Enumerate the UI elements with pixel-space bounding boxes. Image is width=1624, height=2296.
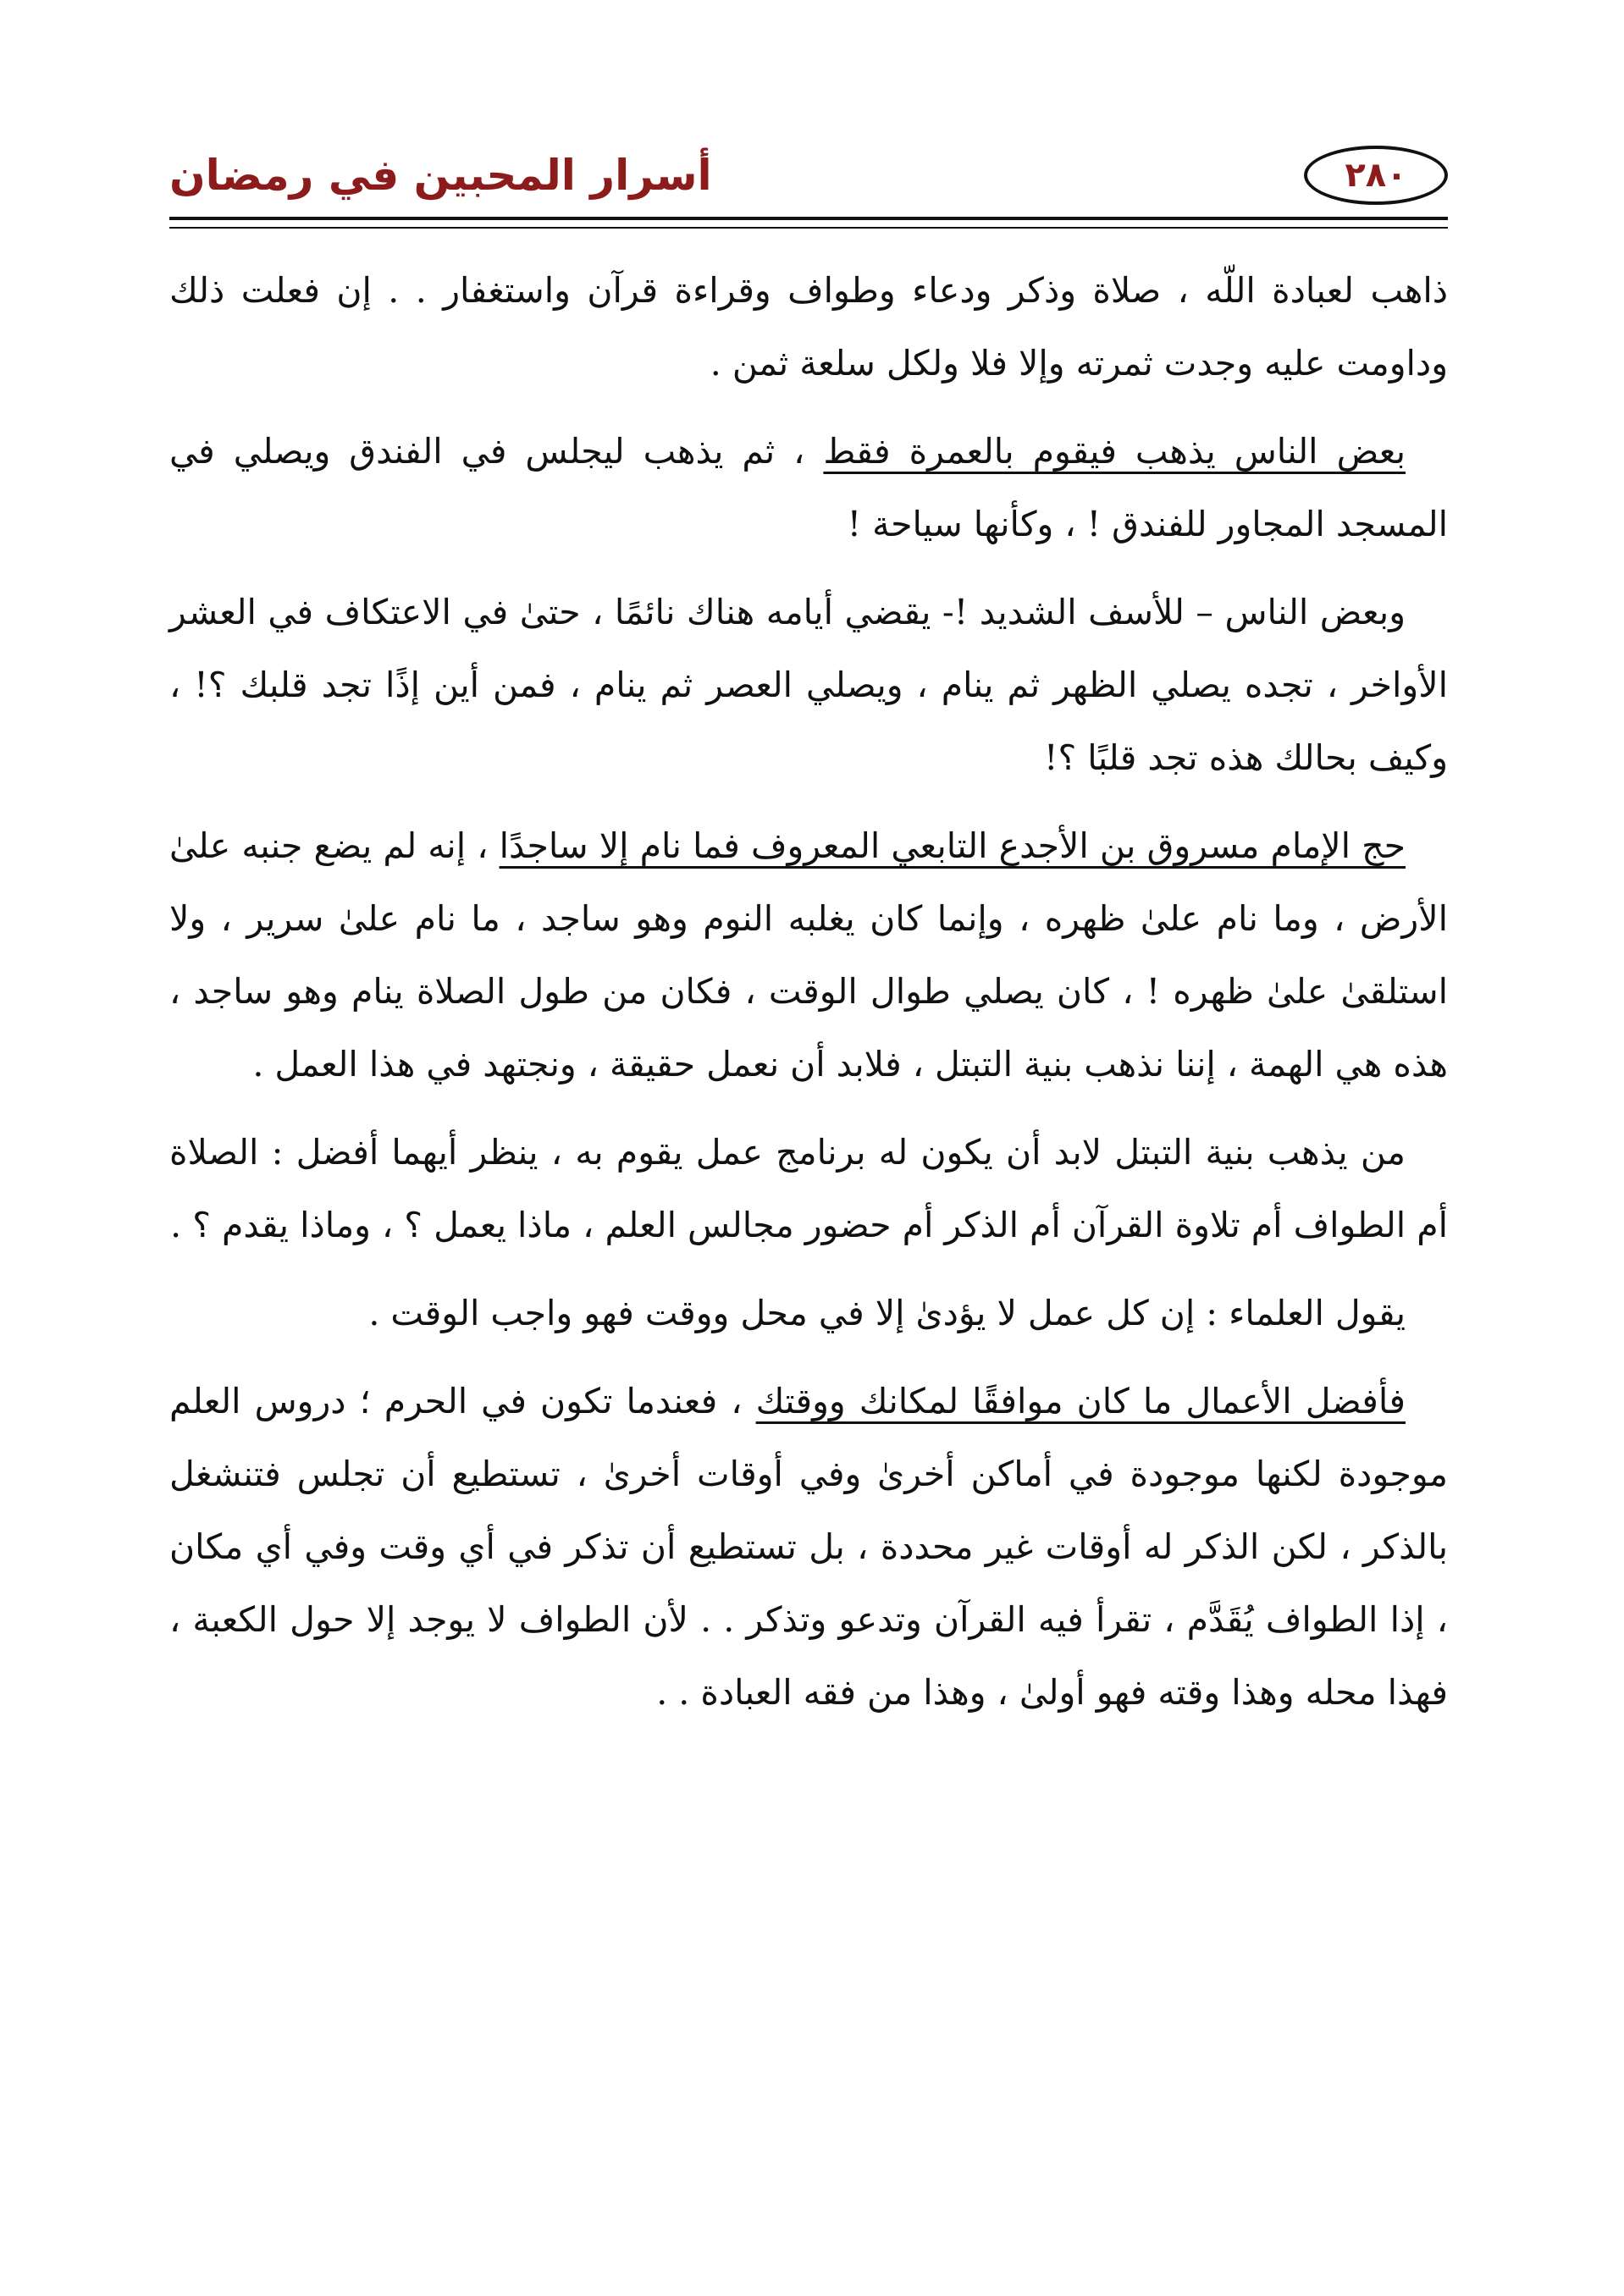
running-title: أسرار المحبين في رمضان	[169, 151, 712, 200]
paragraph-text: ، إنه لم يضع جنبه علىٰ الأرض ، وما نام علىٰ ظهره ، وإنما كان يغلبه النوم وهو ساجد ، ما نام علىٰ سرير ، ولا استلقىٰ علىٰ ظهره ! ، كان يصلي طوال الوقت ، فكان من طول الصلاة ينام وهو ساجد ، هذه هي الهمة ، إننا نذهب بنية التبتل ، فلابد أن نعمل حقيقة ، ونجتهد في هذا العمل .	[169, 825, 1448, 1085]
underlined-phrase: بعض الناس يذهب فيقوم بالعمرة فقط	[823, 431, 1406, 472]
underlined-phrase: فأفضل الأعمال ما كان موافقًا لمكانك ووقتك	[755, 1381, 1406, 1421]
underlined-phrase: حج الإمام مسروق بن الأجدع التابعي المعروف فما نام إلا ساجدًا	[499, 825, 1406, 866]
paragraph-2	[169, 415, 1448, 560]
header-rule-thick	[169, 217, 1448, 220]
paragraph-4	[169, 809, 1448, 1101]
paragraph-7	[169, 1365, 1448, 1729]
page-number-badge	[1304, 146, 1448, 205]
page-header	[169, 135, 1448, 220]
paragraph-1	[169, 254, 1448, 400]
paragraph-text: ذاهب لعبادة اللّه ، صلاة وذكر ودعاء وطواف وقراءة قرآن واستغفار . . إن فعلت ذلك وداومت عليه وجدت ثمرته وإلا فلا ولكل سلعة ثمن .	[169, 270, 1448, 384]
header-rule-thin	[169, 227, 1448, 229]
paragraph-text: ، ثم يذهب ليجلس في الفندق ويصلي في المسجد المجاور للفندق ! ، وكأنها سياحة !	[169, 431, 1448, 544]
paragraph-text: ، فعندما تكون في الحرم ؛ دروس العلم موجودة لكنها موجودة في أماكن أخرىٰ وفي أوقات أخرىٰ ، تستطيع أن تجلس فتنشغل بالذكر ، لكن الذكر له أوقات غير محددة ، بل تستطيع أن تذكر في أي وقت وفي أي مكان ، إذا الطواف يُقَدَّم ، تقرأ فيه القرآن وتدعو وتذكر . . لأن الطواف لا يوجد إلا حول الكعبة ، فهذا محله وهذا وقته فهو أولىٰ ، وهذا من فقه العبادة . .	[169, 1381, 1448, 1713]
paragraph-text: يقول العلماء : إن كل عمل لا يؤدىٰ إلا في محل ووقت فهو واجب الوقت .	[368, 1293, 1406, 1333]
body-text	[169, 254, 1448, 1744]
paragraph-5	[169, 1116, 1448, 1261]
page-number: ٢٨٠	[1345, 156, 1407, 195]
paragraph-6	[169, 1277, 1448, 1349]
paragraph-text: من يذهب بنية التبتل لابد أن يكون له برنامج عمل يقوم به ، ينظر أيهما أفضل : الصلاة أم الطواف أم تلاوة القرآن أم الذكر أم حضور مجالس العلم ، ماذا يعمل ؟ ، وماذا يقدم ؟ .	[169, 1132, 1448, 1245]
paragraph-3	[169, 576, 1448, 794]
paragraph-text: وبعض الناس – للأسف الشديد !- يقضي أيامه هناك نائمًا ، حتىٰ في الاعتكاف في العشر الأواخر ، تجده يصلي الظهر ثم ينام ، ويصلي العصر ثم ينام ، فمن أين إذًا تجد قلبك ؟! ، وكيف بحالك هذه تجد قلبًا ؟!	[169, 592, 1448, 778]
